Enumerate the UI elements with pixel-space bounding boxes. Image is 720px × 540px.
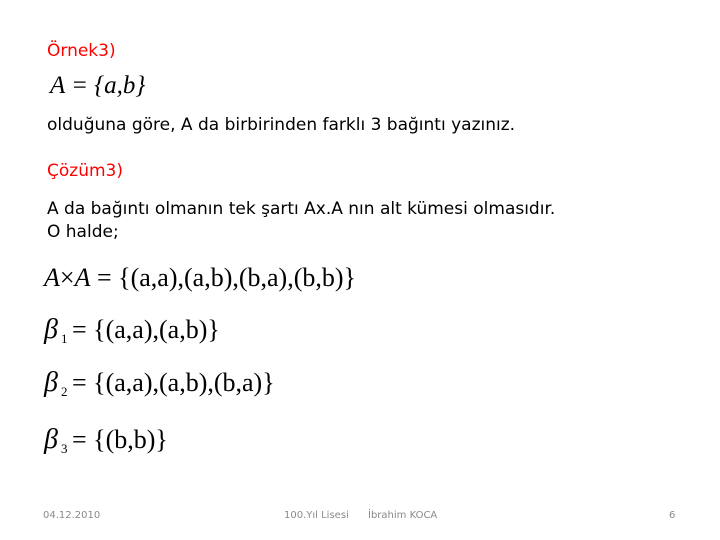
cartesian-lhs-a1: A (44, 263, 60, 292)
footer-date: 04.12.2010 (43, 510, 101, 521)
beta-symbol-2: β 2 (44, 368, 58, 398)
beta-index-2: 2 (61, 384, 68, 399)
solution-line-1: A da bağıntı olmanın tek şartı Ax.A nın alt kümesi olmasıdır. (47, 199, 556, 219)
relation-beta-3 (44, 425, 168, 455)
cartesian-rhs: = {(a,a),(a,b),(b,a),(b,b)} (96, 263, 357, 292)
times-symbol: × (59, 263, 75, 292)
relation-3-set: = {(b,b)} (71, 425, 168, 454)
relation-2-set: = {(a,a),(a,b),(b,a)} (71, 368, 275, 397)
relation-1-set: = {(a,a),(a,b)} (71, 315, 220, 344)
beta-symbol-1: β 1 (44, 315, 58, 345)
solution-title: Çözüm3) (47, 161, 123, 181)
beta-index-1: 1 (61, 331, 68, 346)
question-text: olduğuna göre, A da birbirinden farklı 3 bağıntı yazınız. (47, 115, 516, 135)
solution-line-2: O halde; (47, 222, 119, 242)
beta-symbol-3: β 3 (44, 425, 58, 455)
cartesian-product-formula (44, 263, 356, 293)
set-definition: A = {a,b} (50, 72, 146, 99)
footer-author: İbrahim KOCA (368, 510, 438, 521)
relation-beta-1 (44, 315, 220, 345)
set-definition-formula (50, 72, 145, 100)
cartesian-lhs-a2: A (74, 263, 91, 292)
footer-school: 100.Yıl Lisesi (284, 510, 349, 521)
beta-index-3: 3 (61, 441, 68, 456)
relation-beta-2 (44, 368, 275, 398)
footer-page-number: 6 (669, 510, 676, 521)
example-title: Örnek3) (47, 41, 116, 61)
